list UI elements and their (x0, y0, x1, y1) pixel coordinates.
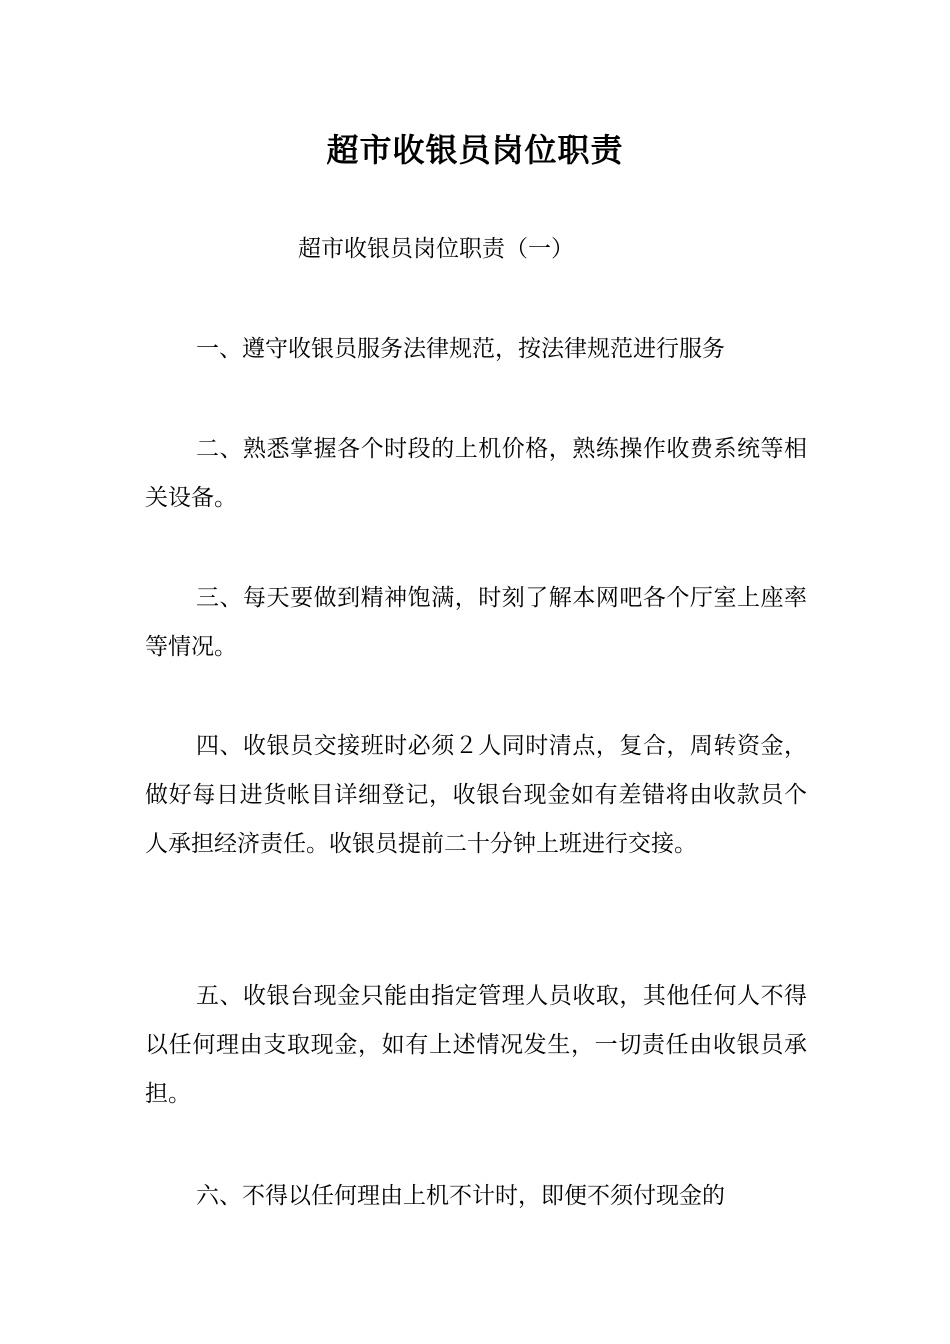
paragraph-6: 六、不得以任何理由上机不计时，即便不须付现金的 (196, 1183, 725, 1209)
section-heading: 超市收银员岗位职责（一） (298, 236, 574, 262)
document-title: 超市收银员岗位职责 (326, 131, 624, 169)
paragraph-4: 四、收银员交接班时必须２人同时清点，复合，周转资金，做好每日进货帐目详细登记，收银台现金如有差错将由收款员个人承担经济责任。收银员提前二十分钟上班进行交接。 (145, 733, 807, 857)
paragraph-5: 五、收银台现金只能由指定管理人员收取，其他任何人不得以任何理由支取现金，如有上述情况发生，一切责任由收银员承担。 (145, 983, 807, 1107)
paragraph-1: 一、遵守收银员服务法律规范，按法律规范进行服务 (196, 336, 725, 362)
paragraph-2: 二、熟悉掌握各个时段的上机价格，熟练操作收费系统等相关设备。 (145, 436, 807, 511)
paragraph-3: 三、每天要做到精神饱满，时刻了解本网吧各个厅室上座率等情况。 (145, 585, 807, 660)
